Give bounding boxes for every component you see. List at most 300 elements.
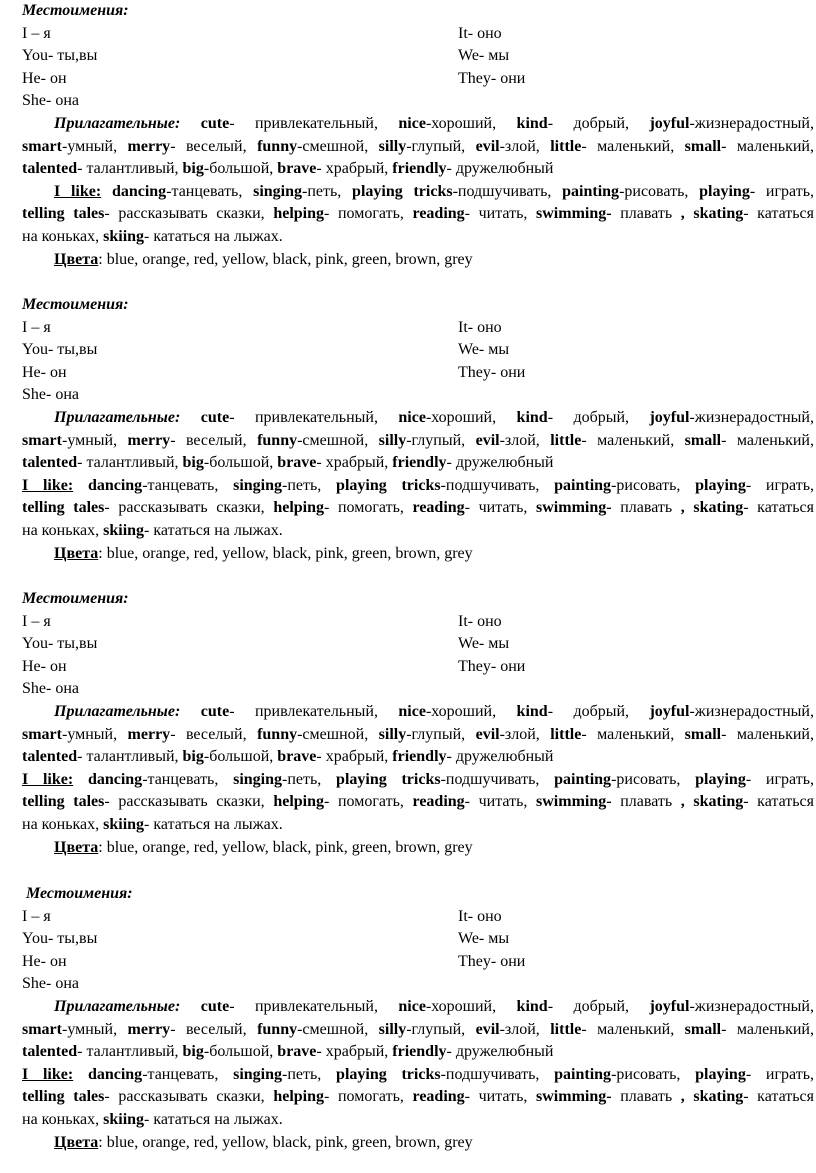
vocab-word: merry: [127, 1020, 171, 1038]
vocab-translation: - читать,: [464, 793, 537, 811]
vocab-word: big: [182, 454, 204, 472]
vocab-word: merry: [127, 725, 171, 743]
vocab-word: dancing: [111, 182, 167, 200]
vocab-word: big: [182, 748, 204, 766]
vocab-word: nice: [398, 998, 426, 1015]
pronoun-left: You- ты,вы: [22, 930, 98, 948]
vocab-translation: -злой,: [499, 137, 551, 155]
pronoun-right: It- оно: [458, 612, 502, 630]
adjectives-line: [22, 746, 814, 768]
adjectives-line: [22, 158, 814, 180]
adjectives-line: [22, 701, 814, 723]
vocab-word: kind: [516, 409, 548, 426]
section-block: [0, 0, 816, 290]
vocab-word: smart: [22, 725, 62, 743]
pronoun-right: We- мы: [458, 635, 510, 653]
pronoun-row: [22, 384, 814, 406]
likes-line: [22, 520, 814, 542]
vocab-translation: -умный,: [61, 137, 128, 155]
section-block: [0, 588, 816, 878]
likes-line: [22, 1086, 814, 1108]
likes-label: I like:: [54, 182, 102, 200]
pronoun-left: She- она: [22, 680, 79, 698]
vocab-word: funny: [257, 137, 298, 155]
colors-list: : blue, orange, red, yellow, black, pink, green, brown, grey: [98, 544, 473, 562]
vocab-translation: - кататься на лыжах.: [144, 1111, 283, 1128]
vocab-word: silly: [378, 1020, 407, 1038]
vocab-translation: - маленький,: [721, 1020, 814, 1038]
vocab-translation: -смешной,: [297, 431, 379, 449]
vocab-word: funny: [257, 431, 298, 449]
adjectives-line: [22, 430, 814, 452]
vocab-word: big: [182, 160, 204, 178]
vocab-translation: -умный,: [61, 725, 128, 743]
vocab-translation: -глупый,: [406, 137, 476, 155]
vocab-word: swimming-: [536, 793, 612, 811]
vocab-translation: плавать: [611, 499, 673, 517]
vocab-word: nice: [398, 703, 426, 720]
section-heading: Местоимения:: [22, 590, 129, 607]
colors-list: : blue, orange, red, yellow, black, pink, green, brown, grey: [98, 838, 473, 856]
pronoun-left: She- она: [22, 975, 79, 993]
vocab-translation: - помогать,: [324, 499, 413, 517]
likes-line: [22, 769, 814, 791]
vocab-translation: -рисовать,: [619, 182, 700, 200]
vocab-word: talented: [22, 748, 78, 766]
vocab-word: little: [550, 137, 582, 155]
vocab-word: talented: [22, 1043, 78, 1061]
pronoun-left: I – я: [22, 318, 51, 336]
vocab-translation: -смешной,: [297, 1020, 379, 1038]
vocab-translation: - веселый,: [170, 431, 258, 449]
vocab-translation: - помогать,: [324, 793, 413, 811]
pronoun-row: [22, 317, 814, 339]
vocab-translation: -рисовать,: [611, 476, 696, 494]
vocab-word: reading: [412, 1088, 465, 1106]
vocab-translation: - добрый,: [547, 703, 650, 720]
vocab-translation: -подшучивать,: [440, 1065, 555, 1083]
vocab-word: reading: [412, 793, 465, 811]
vocab-translation: - храбрый,: [316, 160, 389, 178]
vocab-word: nice: [398, 115, 426, 132]
pronoun-left: I – я: [22, 907, 51, 925]
vocab-word: dancing: [87, 476, 143, 494]
vocab-translation: -танцевать,: [166, 182, 254, 200]
vocab-translation: -хороший,: [425, 998, 517, 1015]
vocab-word: joyful: [649, 115, 690, 132]
vocab-word: funny: [257, 1020, 298, 1038]
pronoun-right: We- мы: [458, 930, 510, 948]
vocab-word: helping: [273, 205, 324, 223]
vocab-translation: -танцевать,: [142, 476, 234, 494]
pronoun-right: They- они: [458, 657, 526, 675]
pronoun-row: [22, 678, 814, 700]
vocab-word: talented: [22, 454, 78, 472]
adjectives-label: Прилагательные:: [54, 409, 181, 426]
vocab-translation: -рисовать,: [611, 770, 696, 788]
section-block: [0, 294, 816, 584]
colors-line: [22, 1132, 814, 1154]
pronoun-right: They- они: [458, 363, 526, 381]
pronoun-left: He- он: [22, 952, 67, 970]
pronoun-right: We- мы: [458, 341, 510, 359]
vocab-translation: плавать: [611, 1088, 673, 1106]
vocab-word: painting: [554, 770, 612, 788]
vocab-word: cute: [200, 115, 230, 132]
vocab-word: helping: [273, 499, 324, 517]
colors-line: [22, 249, 814, 271]
vocab-word: merry: [127, 137, 171, 155]
vocab-word: singing: [233, 770, 283, 788]
vocab-translation: -злой,: [499, 725, 551, 743]
section-heading: Местоимения:: [22, 2, 129, 19]
vocab-translation: -большой,: [203, 160, 278, 178]
vocab-translation: - храбрый,: [316, 1043, 389, 1061]
vocab-word: , skating: [680, 499, 744, 517]
likes-line: [22, 203, 814, 225]
vocab-translation: -жизнерадостный,: [689, 998, 814, 1015]
vocab-translation: - читать,: [464, 499, 537, 517]
adjectives-label: Прилагательные:: [54, 115, 181, 132]
vocab-word: joyful: [649, 703, 690, 720]
vocab-word: joyful: [649, 409, 690, 426]
pronoun-right: They- они: [458, 69, 526, 87]
vocab-word: painting: [554, 1065, 612, 1083]
vocab-translation: - кататься на лыжах.: [144, 228, 283, 245]
vocab-word: nice: [398, 409, 426, 426]
pronoun-left: He- он: [22, 657, 67, 675]
vocab-translation: -танцевать,: [142, 770, 234, 788]
vocab-word: skiing: [103, 1111, 145, 1128]
vocab-word: playing tricks: [352, 182, 453, 200]
vocab-translation: - кататься: [743, 499, 815, 517]
vocab-translation: - добрый,: [547, 998, 650, 1015]
vocab-word: friendly: [392, 748, 447, 766]
vocab-word: silly: [378, 431, 407, 449]
vocab-word: evil: [475, 431, 500, 449]
vocab-word: friendly: [392, 1043, 447, 1061]
vocab-translation: - добрый,: [547, 115, 650, 132]
vocab-translation: плавать: [611, 205, 673, 223]
likes-label: I like:: [22, 770, 74, 788]
pronoun-left: He- он: [22, 69, 67, 87]
vocab-translation: -петь,: [282, 770, 337, 788]
colors-line: [22, 837, 814, 859]
vocab-word: playing tricks: [336, 476, 441, 494]
vocab-word: playing tricks: [336, 1065, 441, 1083]
adjectives-label: Прилагательные:: [54, 998, 181, 1015]
vocab-translation: -глупый,: [406, 431, 476, 449]
vocab-translation: -глупый,: [406, 1020, 476, 1038]
colors-list: : blue, orange, red, yellow, black, pink, green, brown, grey: [98, 1133, 473, 1151]
pronoun-left: He- он: [22, 363, 67, 381]
vocab-word: brave: [277, 1043, 317, 1061]
vocab-word: smart: [22, 1020, 62, 1038]
vocab-translation: - талантливый,: [77, 454, 183, 472]
pronoun-row: [22, 90, 814, 112]
likes-label: I like:: [22, 1065, 74, 1083]
vocab-word: , skating: [680, 1088, 744, 1106]
vocab-word: playing: [695, 770, 746, 788]
vocab-translation: -большой,: [203, 454, 278, 472]
vocab-translation: -петь,: [282, 476, 337, 494]
vocab-word: little: [550, 431, 582, 449]
vocab-word: telling tales: [22, 499, 105, 517]
vocab-word: smart: [22, 137, 62, 155]
pronoun-row: [22, 23, 814, 45]
colors-list: : blue, orange, red, yellow, black, pink, green, brown, grey: [98, 250, 473, 268]
pronoun-row: [22, 656, 814, 678]
vocab-translation: - играть,: [745, 1065, 814, 1083]
adjectives-line: [22, 452, 814, 474]
vocab-word: , skating: [680, 793, 744, 811]
likes-line: [22, 1109, 814, 1131]
pronoun-left: She- она: [22, 386, 79, 404]
vocab-word: small: [684, 431, 722, 449]
vocab-word: big: [182, 1043, 204, 1061]
colors-line: [22, 543, 814, 565]
vocab-word: funny: [257, 725, 298, 743]
vocab-word: playing: [695, 476, 746, 494]
likes-line: [22, 181, 814, 203]
vocab-translation: -хороший,: [425, 409, 517, 426]
vocab-word: smart: [22, 431, 62, 449]
pronoun-row: [22, 45, 814, 67]
pronoun-left: I – я: [22, 612, 51, 630]
vocab-word: evil: [475, 725, 500, 743]
adjectives-line: [22, 724, 814, 746]
vocab-translation: - талантливый,: [77, 748, 183, 766]
vocab-translation: на коньках,: [22, 228, 104, 245]
vocab-translation: - кататься: [743, 1088, 815, 1106]
vocab-word: singing: [233, 476, 283, 494]
likes-line: [22, 814, 814, 836]
vocab-word: skiing: [103, 522, 145, 539]
vocab-word: dancing: [87, 770, 143, 788]
vocab-translation: - маленький,: [581, 725, 675, 743]
vocab-word: painting: [562, 182, 620, 200]
vocab-translation: -подшучивать,: [452, 182, 563, 200]
vocab-translation: - играть,: [749, 182, 814, 200]
adjectives-line: [22, 996, 814, 1018]
vocab-translation: - читать,: [464, 1088, 537, 1106]
vocab-word: painting: [554, 476, 612, 494]
vocab-translation: - играть,: [745, 770, 814, 788]
vocab-translation: - талантливый,: [77, 1043, 183, 1061]
vocab-translation: - добрый,: [547, 409, 650, 426]
vocab-translation: -злой,: [499, 431, 551, 449]
section-heading: Местоимения:: [26, 885, 133, 902]
pronoun-row: [22, 906, 814, 928]
adjectives-line: [22, 136, 814, 158]
vocab-word: brave: [277, 160, 317, 178]
vocab-translation: - маленький,: [581, 137, 675, 155]
colors-label: Цвета: [54, 838, 99, 856]
vocab-word: reading: [412, 205, 465, 223]
vocab-translation: - храбрый,: [316, 454, 389, 472]
vocab-word: playing: [695, 1065, 746, 1083]
vocab-word: skiing: [103, 228, 145, 245]
pronoun-right: It- оно: [458, 318, 502, 336]
likes-line: [22, 475, 814, 497]
likes-line: [22, 226, 814, 248]
likes-label: I like:: [22, 476, 74, 494]
vocab-word: brave: [277, 748, 317, 766]
vocab-word: kind: [516, 998, 548, 1015]
vocab-translation: на коньках,: [22, 816, 104, 833]
vocab-translation: - рассказывать сказки,: [104, 1088, 274, 1106]
vocab-word: joyful: [649, 998, 690, 1015]
vocab-translation: -петь,: [302, 182, 353, 200]
pronoun-row: [22, 611, 814, 633]
vocab-word: brave: [277, 454, 317, 472]
vocab-word: playing: [699, 182, 750, 200]
adjectives-line: [22, 407, 814, 429]
vocab-word: swimming-: [536, 499, 612, 517]
vocab-word: skiing: [103, 816, 145, 833]
vocab-translation: -смешной,: [297, 137, 379, 155]
vocab-translation: -большой,: [203, 1043, 278, 1061]
vocab-translation: - талантливый,: [77, 160, 183, 178]
vocab-word: reading: [412, 499, 465, 517]
likes-line: [22, 497, 814, 519]
vocab-word: cute: [200, 998, 230, 1015]
vocab-word: helping: [273, 1088, 324, 1106]
vocab-translation: -глупый,: [406, 725, 476, 743]
section-heading: Местоимения:: [22, 296, 129, 313]
vocab-translation: - веселый,: [170, 1020, 258, 1038]
pronoun-left: You- ты,вы: [22, 47, 98, 65]
vocab-translation: -жизнерадостный,: [689, 409, 814, 426]
vocab-translation: -рисовать,: [611, 1065, 696, 1083]
vocab-word: dancing: [87, 1065, 143, 1083]
vocab-translation: - кататься: [743, 205, 815, 223]
vocab-word: , skating: [680, 205, 744, 223]
colors-label: Цвета: [54, 544, 99, 562]
vocab-translation: - маленький,: [581, 1020, 675, 1038]
vocab-translation: -хороший,: [425, 115, 517, 132]
likes-line: [22, 1064, 814, 1086]
vocab-translation: - маленький,: [581, 431, 675, 449]
vocab-word: swimming-: [536, 1088, 612, 1106]
vocab-translation: плавать: [611, 793, 673, 811]
pronoun-row: [22, 951, 814, 973]
vocab-translation: - помогать,: [324, 205, 413, 223]
pronoun-row: [22, 362, 814, 384]
adjectives-label: Прилагательные:: [54, 703, 181, 720]
pronoun-right: It- оно: [458, 907, 502, 925]
vocab-word: friendly: [392, 454, 447, 472]
vocab-translation: -большой,: [203, 748, 278, 766]
pronoun-left: She- она: [22, 92, 79, 110]
adjectives-line: [22, 1019, 814, 1041]
vocab-translation: - веселый,: [170, 137, 258, 155]
vocab-word: silly: [378, 725, 407, 743]
pronoun-left: I – я: [22, 24, 51, 42]
vocab-word: playing tricks: [336, 770, 441, 788]
vocab-translation: - привлекательный,: [229, 409, 399, 426]
vocab-translation: -жизнерадостный,: [689, 115, 814, 132]
vocab-word: talented: [22, 160, 78, 178]
vocab-translation: -жизнерадостный,: [689, 703, 814, 720]
vocab-translation: - кататься на лыжах.: [144, 816, 283, 833]
likes-line: [22, 791, 814, 813]
vocab-word: kind: [516, 115, 548, 132]
vocab-translation: - дружелюбный: [446, 1043, 554, 1061]
vocab-translation: -танцевать,: [142, 1065, 234, 1083]
vocab-translation: - маленький,: [721, 725, 814, 743]
pronoun-row: [22, 633, 814, 655]
vocab-translation: - дружелюбный: [446, 160, 554, 178]
vocab-translation: -петь,: [282, 1065, 337, 1083]
vocab-translation: на коньках,: [22, 1111, 104, 1128]
pronoun-left: You- ты,вы: [22, 341, 98, 359]
vocab-translation: на коньках,: [22, 522, 104, 539]
vocab-translation: - рассказывать сказки,: [104, 499, 274, 517]
vocab-word: evil: [475, 137, 500, 155]
pronoun-right: We- мы: [458, 47, 510, 65]
pronoun-right: They- они: [458, 952, 526, 970]
vocab-word: little: [550, 725, 582, 743]
vocab-word: small: [684, 137, 722, 155]
vocab-translation: - храбрый,: [316, 748, 389, 766]
vocab-word: little: [550, 1020, 582, 1038]
section-block: [0, 883, 816, 1173]
pronoun-row: [22, 68, 814, 90]
vocab-translation: - читать,: [464, 205, 537, 223]
vocab-translation: -подшучивать,: [440, 770, 555, 788]
vocab-translation: - веселый,: [170, 725, 258, 743]
vocab-word: telling tales: [22, 1088, 105, 1106]
vocab-word: friendly: [392, 160, 447, 178]
vocab-word: merry: [127, 431, 171, 449]
pronoun-right: It- оно: [458, 24, 502, 42]
vocab-word: telling tales: [22, 793, 105, 811]
vocab-translation: - дружелюбный: [446, 454, 554, 472]
vocab-word: small: [684, 1020, 722, 1038]
pronoun-row: [22, 973, 814, 995]
vocab-translation: -умный,: [61, 431, 128, 449]
vocab-word: swimming-: [536, 205, 612, 223]
vocab-translation: - рассказывать сказки,: [104, 793, 274, 811]
vocab-translation: - помогать,: [324, 1088, 413, 1106]
colors-label: Цвета: [54, 250, 99, 268]
vocab-word: cute: [200, 409, 230, 426]
vocab-word: telling tales: [22, 205, 105, 223]
vocab-word: cute: [200, 703, 230, 720]
vocab-translation: - привлекательный,: [229, 998, 399, 1015]
vocab-translation: - дружелюбный: [446, 748, 554, 766]
pronoun-left: You- ты,вы: [22, 635, 98, 653]
vocab-word: singing: [253, 182, 303, 200]
vocab-translation: - привлекательный,: [229, 703, 399, 720]
pronoun-row: [22, 928, 814, 950]
pronoun-row: [22, 339, 814, 361]
vocab-translation: - кататься на лыжах.: [144, 522, 283, 539]
vocab-translation: -хороший,: [425, 703, 517, 720]
adjectives-line: [22, 1041, 814, 1063]
colors-label: Цвета: [54, 1133, 99, 1151]
vocab-translation: -подшучивать,: [440, 476, 555, 494]
vocab-word: kind: [516, 703, 548, 720]
vocab-translation: - маленький,: [721, 137, 814, 155]
vocab-translation: - привлекательный,: [229, 115, 399, 132]
vocab-word: singing: [233, 1065, 283, 1083]
vocab-word: helping: [273, 793, 324, 811]
vocab-word: silly: [378, 137, 407, 155]
vocab-translation: - играть,: [745, 476, 814, 494]
vocab-translation: -умный,: [61, 1020, 128, 1038]
